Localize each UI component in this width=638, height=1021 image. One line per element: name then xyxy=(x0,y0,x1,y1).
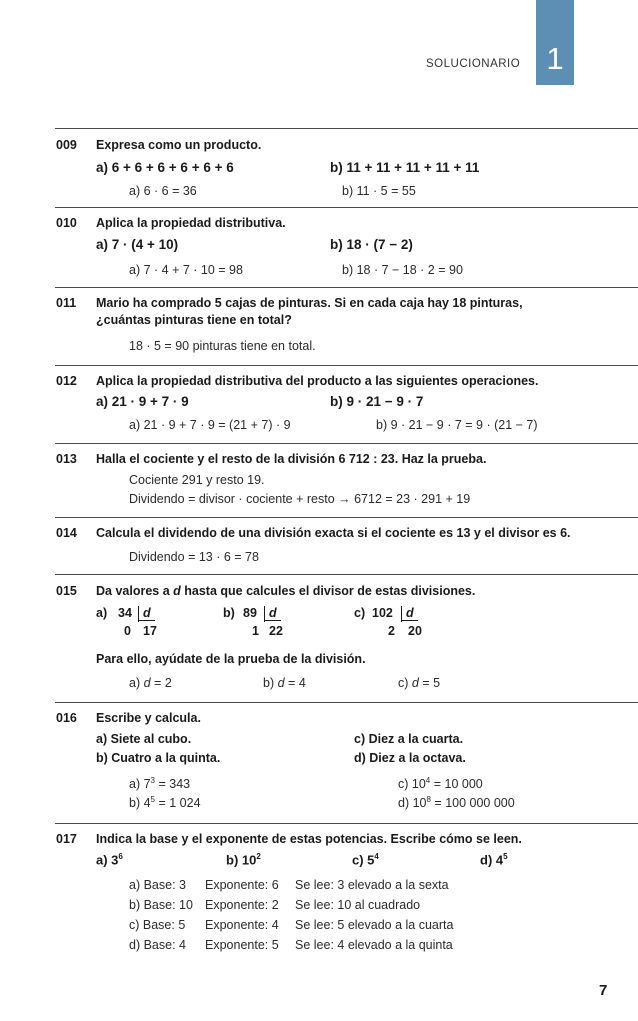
row-reading: Se lee: 10 al cuadrado xyxy=(295,898,421,912)
division-label: b) xyxy=(223,606,235,620)
answer-base: c) 10 xyxy=(398,777,426,792)
answer-value: = 4 xyxy=(288,676,306,690)
answer-base: d) 10 xyxy=(398,796,427,811)
row-reading: Se lee: 5 elevado a la cuarta xyxy=(295,918,454,932)
exercise-statement: Aplica la propiedad distributiva. xyxy=(96,216,286,230)
answer-a: a) 6 · 6 = 36 xyxy=(129,184,197,198)
item-b: b) Cuatro a la quinta. xyxy=(96,751,221,765)
answer-line-1: Cociente 291 y resto 19. xyxy=(129,473,265,487)
item-b: b) 9 · 21 − 9 · 7 xyxy=(330,394,424,409)
answer-exponent: 8 xyxy=(426,795,431,804)
divider xyxy=(55,574,638,575)
exercise-statement: Expresa como un producto. xyxy=(96,138,262,152)
answer-value: = 5 xyxy=(422,676,441,690)
answer-c xyxy=(398,676,440,690)
exercise-number: 015 xyxy=(56,584,77,598)
answer-exponent: 3 xyxy=(150,776,155,785)
answer-exponent: 4 xyxy=(425,776,431,785)
item-b: b) 11 + 11 + 11 + 11 + 11 xyxy=(330,160,480,175)
answer-var: d xyxy=(277,676,285,690)
chapter-tab xyxy=(536,0,574,85)
header-label: SOLUCIONARIO xyxy=(426,58,521,70)
exercise-statement: Aplica la propiedad distributiva del producto a las siguientes operaciones. xyxy=(96,374,539,388)
division-label: c) xyxy=(354,606,366,620)
division-a xyxy=(96,606,176,642)
exercise-statement: Escribe y calcula. xyxy=(96,711,201,725)
exercise-number: 014 xyxy=(56,526,77,540)
answer-a: a) 21 · 9 + 7 · 9 = (21 + 7) · 9 xyxy=(129,418,291,432)
row-base: a) Base: 3 xyxy=(129,878,186,892)
answer-b xyxy=(129,795,201,810)
divider xyxy=(55,128,638,129)
answer-b xyxy=(263,676,306,690)
row-base: c) Base: 5 xyxy=(129,918,186,932)
exercise-number: 012 xyxy=(56,374,77,388)
row-exponent: Exponente: 5 xyxy=(205,938,279,952)
remainder: 1 xyxy=(252,624,259,638)
answer-a xyxy=(129,776,190,791)
division-label: a) xyxy=(96,606,108,620)
item-c: c) Diez a la cuarta. xyxy=(354,732,464,746)
page-number: 7 xyxy=(599,982,608,999)
power-base: c) 5 xyxy=(352,852,375,868)
divider xyxy=(55,365,638,366)
dividend: 89 xyxy=(243,606,257,620)
quotient: 22 xyxy=(269,624,283,638)
power-a xyxy=(96,852,123,867)
divisor: d xyxy=(139,606,155,621)
exercise-statement: Indica la base y el exponente de estas potencias. Escribe cómo se leen. xyxy=(96,832,522,846)
answer: Dividendo = 13 · 6 = 78 xyxy=(129,550,259,564)
answer-b: b) 18 · 7 − 18 · 2 = 90 xyxy=(342,263,463,277)
exercise-statement xyxy=(96,584,475,598)
exercise-number: 010 xyxy=(56,216,77,230)
answer-c xyxy=(398,776,483,791)
remainder: 2 xyxy=(388,624,395,638)
item-b: b) 18 · (7 − 2) xyxy=(330,237,413,252)
answer-result: = 343 xyxy=(155,777,191,792)
item-a: a) Siete al cubo. xyxy=(96,732,192,746)
exercise-statement: Halla el cociente y el resto de la división 6 712 : 23. Haz la prueba. xyxy=(96,452,487,466)
row-reading: Se lee: 4 elevado a la quinta xyxy=(295,938,453,952)
item-a: a) 6 + 6 + 6 + 6 + 6 + 6 xyxy=(96,160,234,175)
power-base: a) 3 xyxy=(96,852,119,868)
row-exponent: Exponente: 6 xyxy=(205,878,279,892)
power-exponent: 5 xyxy=(503,852,508,861)
answer-b: b) 11 · 5 = 55 xyxy=(342,184,416,198)
answer-label: c) xyxy=(398,676,409,690)
division-c xyxy=(354,606,444,642)
exercise-statement: Mario ha comprado 5 cajas de pinturas. Si en cada caja hay 18 pinturas, xyxy=(96,296,523,310)
answer-base: a) 7 xyxy=(129,777,151,792)
answer-a: a) 7 · 4 + 7 · 10 = 98 xyxy=(129,263,243,277)
answer-base: b) 4 xyxy=(129,796,151,811)
answer-label: a) xyxy=(129,676,141,690)
dividend: 102 xyxy=(372,606,393,620)
row-reading: Se lee: 3 elevado a la sexta xyxy=(295,878,449,892)
answer-exponent: 5 xyxy=(150,795,155,804)
statement-post: hasta que calcules el divisor de estas divisiones. xyxy=(180,584,476,598)
divisor: d xyxy=(265,606,281,621)
statement-var: d xyxy=(173,584,181,598)
divider xyxy=(55,823,638,824)
row-base: d) Base: 4 xyxy=(129,938,186,952)
answer-label: b) xyxy=(263,676,275,690)
answer-b: b) 9 · 21 − 9 · 7 = 9 · (21 − 7) xyxy=(376,418,538,432)
power-exponent: 4 xyxy=(374,852,379,861)
divider xyxy=(55,207,638,208)
item-d: d) Diez a la octava. xyxy=(354,751,466,765)
remainder: 0 xyxy=(124,624,131,638)
exercise-statement-cont: ¿cuántas pinturas tiene en total? xyxy=(96,313,292,327)
power-base: d) 4 xyxy=(480,852,504,868)
answer-line-2: Dividendo = divisor · cociente + resto → 6712 = 23 · 291 + 19 xyxy=(129,492,471,506)
row-base: b) Base: 10 xyxy=(129,898,193,912)
answer: 18 · 5 = 90 pinturas tiene en total. xyxy=(129,339,316,353)
division-b xyxy=(223,606,303,642)
power-exponent: 2 xyxy=(256,852,261,861)
exercise-number: 009 xyxy=(56,138,77,152)
quotient: 20 xyxy=(408,624,422,638)
exercise-number: 017 xyxy=(56,832,77,846)
answer-value: = 2 xyxy=(154,676,172,690)
answer-var: d xyxy=(143,676,151,690)
exercise-number: 011 xyxy=(56,296,77,310)
row-exponent: Exponente: 2 xyxy=(205,898,279,912)
exercise-number: 016 xyxy=(56,711,77,725)
divider xyxy=(55,517,638,518)
divider xyxy=(55,702,638,703)
power-base: b) 10 xyxy=(226,852,257,868)
divider xyxy=(55,287,638,288)
power-d xyxy=(480,852,508,867)
answer-var: d xyxy=(411,676,419,690)
divider xyxy=(55,443,638,444)
item-a: a) 7 · (4 + 10) xyxy=(96,237,179,252)
exercise-statement: Calcula el dividendo de una división exacta si el cociente es 13 y el divisor es 6. xyxy=(96,526,571,540)
answer-d xyxy=(398,795,515,810)
answer-result: = 1 024 xyxy=(155,796,201,811)
divisor: d xyxy=(402,606,418,621)
quotient: 17 xyxy=(143,624,157,638)
answer-a xyxy=(129,676,172,690)
power-c xyxy=(352,852,379,867)
chapter-number: 1 xyxy=(546,41,564,76)
row-exponent: Exponente: 4 xyxy=(205,918,279,932)
dividend: 34 xyxy=(118,606,132,620)
answer-result: = 100 000 000 xyxy=(430,796,515,811)
answer-result: = 10 000 xyxy=(430,777,483,792)
exercise-number: 013 xyxy=(56,452,77,466)
statement-pre: Da valores a xyxy=(96,584,174,598)
power-exponent: 6 xyxy=(118,852,123,861)
item-a: a) 21 · 9 + 7 · 9 xyxy=(96,394,189,409)
hint: Para ello, ayúdate de la prueba de la división. xyxy=(96,652,366,666)
power-b xyxy=(226,852,261,867)
